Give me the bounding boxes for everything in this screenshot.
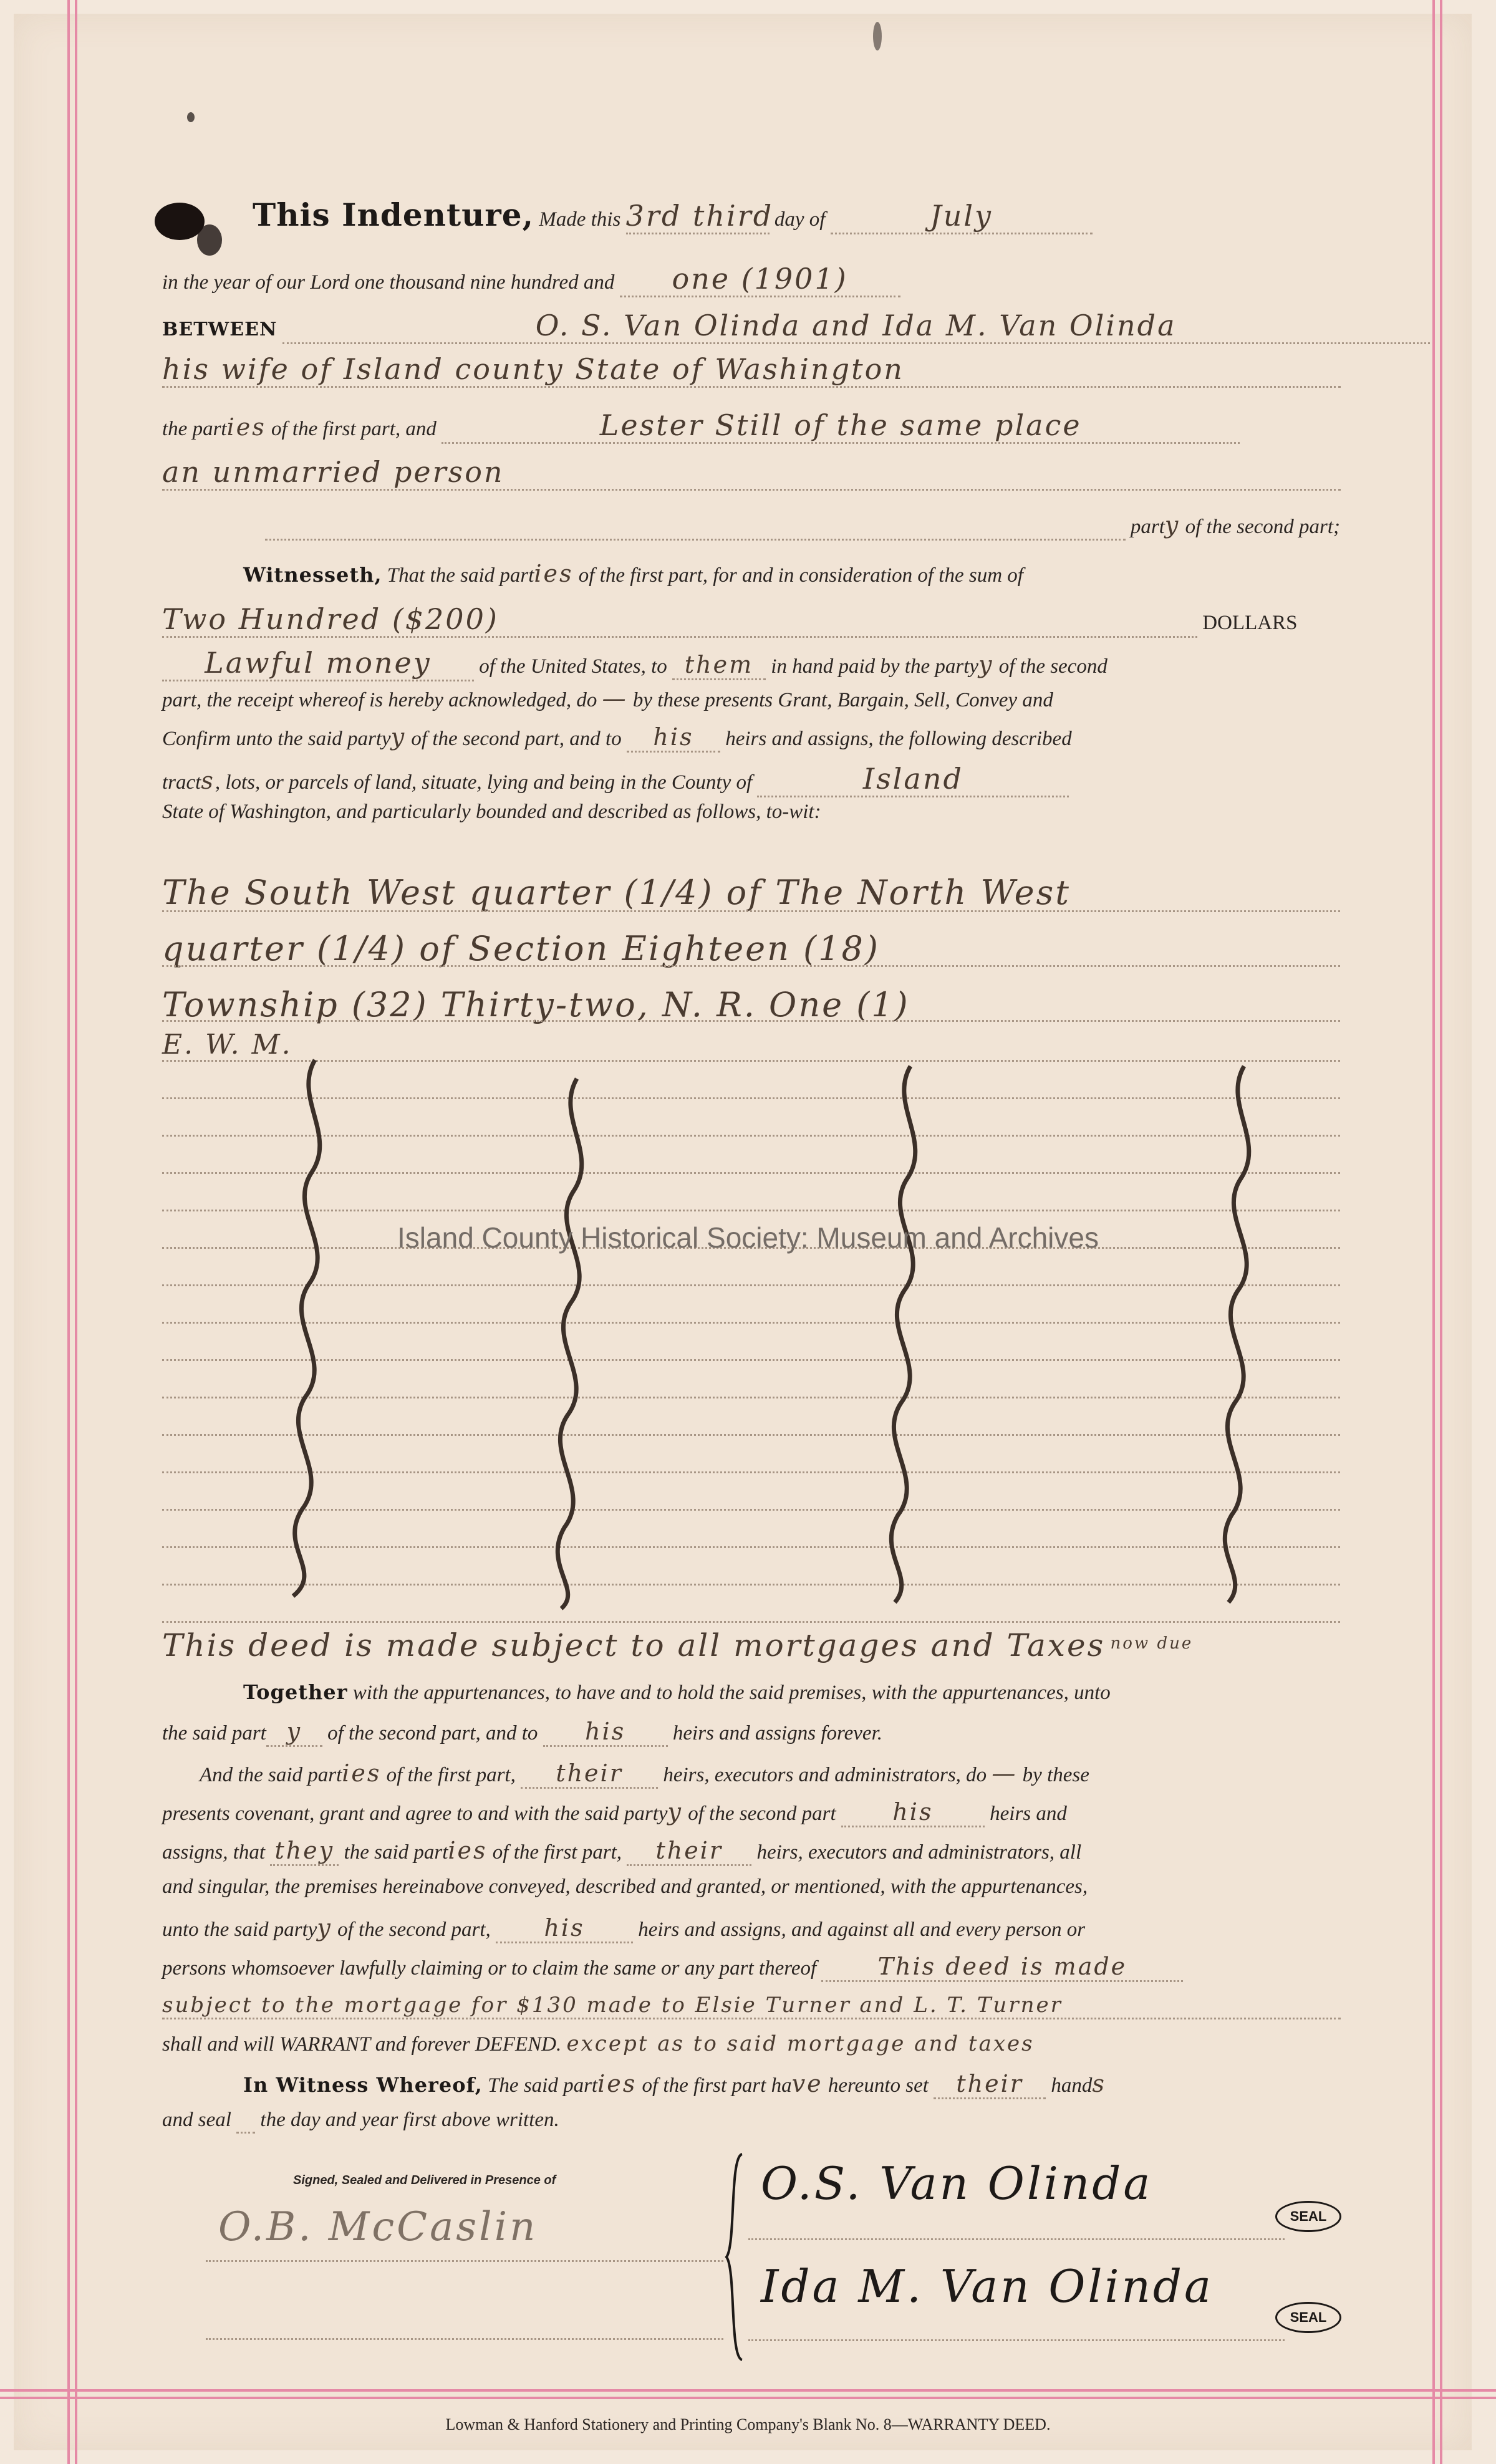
signature-line-1 [748,2238,1285,2240]
party-suffix: y [1164,511,1180,539]
united-states-text: of the United States, to [479,655,667,678]
in-witness-label: In Witness Whereof, [243,2073,483,2097]
month-field: July [831,199,1093,234]
do-field: — [602,685,628,712]
parties-suffix: ies [342,1759,382,1787]
their-field: their [627,1837,751,1866]
parties-suffix: ies [448,1837,488,1864]
form-footer: Lowman & Hanford Stationery and Printing Company's Blank No. 8—WARRANTY DEED. [445,2415,1051,2433]
seal-badge-1: SEAL [1275,2201,1341,2232]
between-label: BETWEEN [162,319,277,340]
county-text: of land, situate, lying and being in the County of [354,771,753,794]
together-line-2 [162,1718,1340,1747]
first-part-text: of the first part, and [271,418,437,440]
signature-line-2 [748,2339,1285,2341]
grantor-signature-2: Ida M. Van Olinda [761,2260,1214,2312]
witnesseth-label: Witnesseth, [243,563,382,587]
tract-suffix: s [201,767,215,794]
warrant-text: shall and will WARRANT and forever DEFEND. [162,2033,562,2056]
confirm-text: Confirm unto the said party [162,728,391,750]
receipt-text: part, the receipt whereof is hereby acknowledged, do [162,689,597,711]
covenant-text: of the second part [688,1802,836,1825]
covenant-text: heirs, executors and administrators, all [756,1841,1082,1864]
covenant-text: of the first part, [386,1764,516,1786]
archive-watermark: Island County Historical Society: Museum and Archives [397,1221,1099,1254]
description-line-2: quarter (1/4) of Section Eighteen (18) [162,929,880,968]
second-part-text: of the second part; [1185,516,1340,538]
mortgage-field: subject to the mortgage for $130 made to Elsie Turner and L. T. Turner [162,1993,1341,2019]
description-line-1: The South West quarter (1/4) of The North West [162,873,1071,912]
covenant-text: heirs, executors and administrators, do [663,1764,987,1786]
signature-bracket [723,2151,748,2363]
witness-line-2 [206,2338,723,2340]
witness-signature: O.B. McCaslin [218,2204,538,2250]
covenant-text: heirs and [990,1802,1067,1825]
wavy-mark [891,1066,915,1602]
year-field: one (1901) [620,262,900,297]
grantor-field: O. S. Van Olinda and Ida M. Van Olinda [282,309,1430,344]
deed-title: This Indenture, [253,196,534,233]
blank [236,2109,255,2134]
covenant-text: And the said part [200,1764,342,1786]
heirs-field: his [543,1718,668,1747]
covenant-text: and singular, the premises hereinabove conveyed, described and granted, or mentioned, with the appurtenances, [162,1875,1088,1898]
together-text4: heirs and assigns forever. [672,1722,883,1745]
exception-field: This deed is made [821,1953,1183,1982]
presence-label: Signed, Sealed and Delivered in Presence of [293,2173,556,2187]
wavy-mark [293,1060,320,1596]
in-witness-line-2 [162,2109,1340,2134]
except-text: except as to said mortgage and taxes [566,2031,1035,2056]
covenant-line-4 [162,1875,1340,1899]
day-of-label: day of [774,208,826,231]
covenant-line-3 [162,1837,1340,1866]
covenant-line-5 [162,1914,1340,1943]
date-text: the day and year first above written. [260,2109,559,2131]
parties-suffix: ies [226,413,266,441]
covenant-line-6 [162,1953,1340,1982]
witness-text: hereunto set [828,2074,929,2097]
parcels-text: , or parcels [255,771,349,794]
their-field: their [934,2070,1046,2099]
paid-to-field: them [672,651,766,680]
witnesseth-text2: of the first part, for and in consideration of the sum of [578,564,1023,587]
witness-text: of the first part ha [642,2074,792,2097]
made-this-label: Made this [539,208,621,231]
second-text: of the second [998,655,1108,678]
grantee-field: Lester Still of the same place [442,408,1240,444]
seal-badge-2: SEAL [1275,2302,1341,2333]
description-line-4: E. W. M. [162,1029,292,1061]
year-text: in the year of our Lord one thousand nine hundred and [162,271,615,294]
covenant-text: of the first part, [492,1841,622,1864]
covenant-text: by these [1022,1764,1089,1786]
covenant-text: presents covenant, grant and agree to and with the said party [162,1802,668,1825]
grantor-signature-1: O.S. Van Olinda [761,2157,1153,2210]
day-field: 3rd third [626,199,770,234]
wavy-mark [1225,1066,1248,1602]
description-line-3: Township (32) Thirty-two, N. R. One (1) [162,985,910,1024]
witnesseth-text: That the said part [387,564,534,587]
tract-text: tract [162,771,201,794]
money-field: Lawful money [162,646,474,681]
party-suffix: y [978,651,994,678]
have-suffix: ve [791,2070,823,2097]
covenant-text: persons whomsoever lawfully claiming or to claim the same or any part thereof [162,1957,817,1980]
covenant-text: of the second part, [337,1918,491,1941]
seal-text: and seal [162,2109,231,2131]
covenant-text: the said part [344,1841,448,1864]
covenant-text: heirs and assigns, and against all and every person or [638,1918,1086,1941]
covenant-line-2 [162,1798,1340,1827]
in-witness-line [243,2070,1340,2099]
party-suffix: y [390,723,407,751]
amount-field: Two Hundred ($200) [162,602,1197,638]
grantee-detail-field: an unmarried person [162,455,1341,491]
party-suffix-field: y [266,1718,322,1747]
confirm-text2: of the second part, and to [411,728,622,750]
lots-text: , lots [215,771,256,794]
together-text2: the said part [162,1722,266,1745]
his-field: his [841,1798,985,1827]
together-line-1 [243,1680,1340,1705]
subject-line [162,1627,1340,1663]
do-field: — [992,1759,1018,1787]
wavy-mark [557,1079,581,1609]
county-field: Island [757,762,1069,797]
dollars-label: DOLLARS [1202,612,1298,634]
confirm-text3: heirs and assigns, the following described [725,728,1072,750]
party-suffix: y [667,1798,683,1826]
covenant-text: unto the said party [162,1918,317,1941]
party-suffix: y [317,1914,332,1942]
together-label: Together [243,1680,348,1704]
state-text: State of Washington, and particularly bounded and described as follows, to-wit: [162,801,821,823]
parties-text: the part [162,418,227,440]
paid-by-text: in hand paid by the party [771,655,979,678]
together-text3: of the second part, and to [327,1722,538,1745]
hand-suffix: s [1092,2070,1106,2097]
heirs-to-field: his [627,723,720,753]
covenant-text: assigns, that [162,1841,266,1864]
they-field: they [270,1837,339,1866]
covenant-line-7 [162,1993,1340,2019]
his-field: his [496,1914,633,1943]
hand-text: hand [1051,2074,1093,2097]
witnesseth-suffix: ies [534,560,574,587]
covenant-line-8 [162,2031,1340,2056]
witness-line [206,2260,723,2262]
party-text: part [1130,516,1165,538]
parties-suffix: ies [597,2070,637,2097]
subject-note: now due [1110,1634,1194,1653]
grant-text: by these presents Grant, Bargain, Sell, Convey and [632,689,1053,711]
witness-text: The said part [488,2074,598,2097]
covenant-line-1 [200,1759,1340,1789]
together-text: with the appurtenances, to have and to hold the said premises, with the appurtenances, unto [352,1682,1111,1704]
grantor-detail-field: his wife of Island county State of Washington [162,352,1341,388]
subject-text: This deed is made subject to all mortgages and Taxes [162,1627,1106,1663]
their-field: their [521,1759,658,1789]
